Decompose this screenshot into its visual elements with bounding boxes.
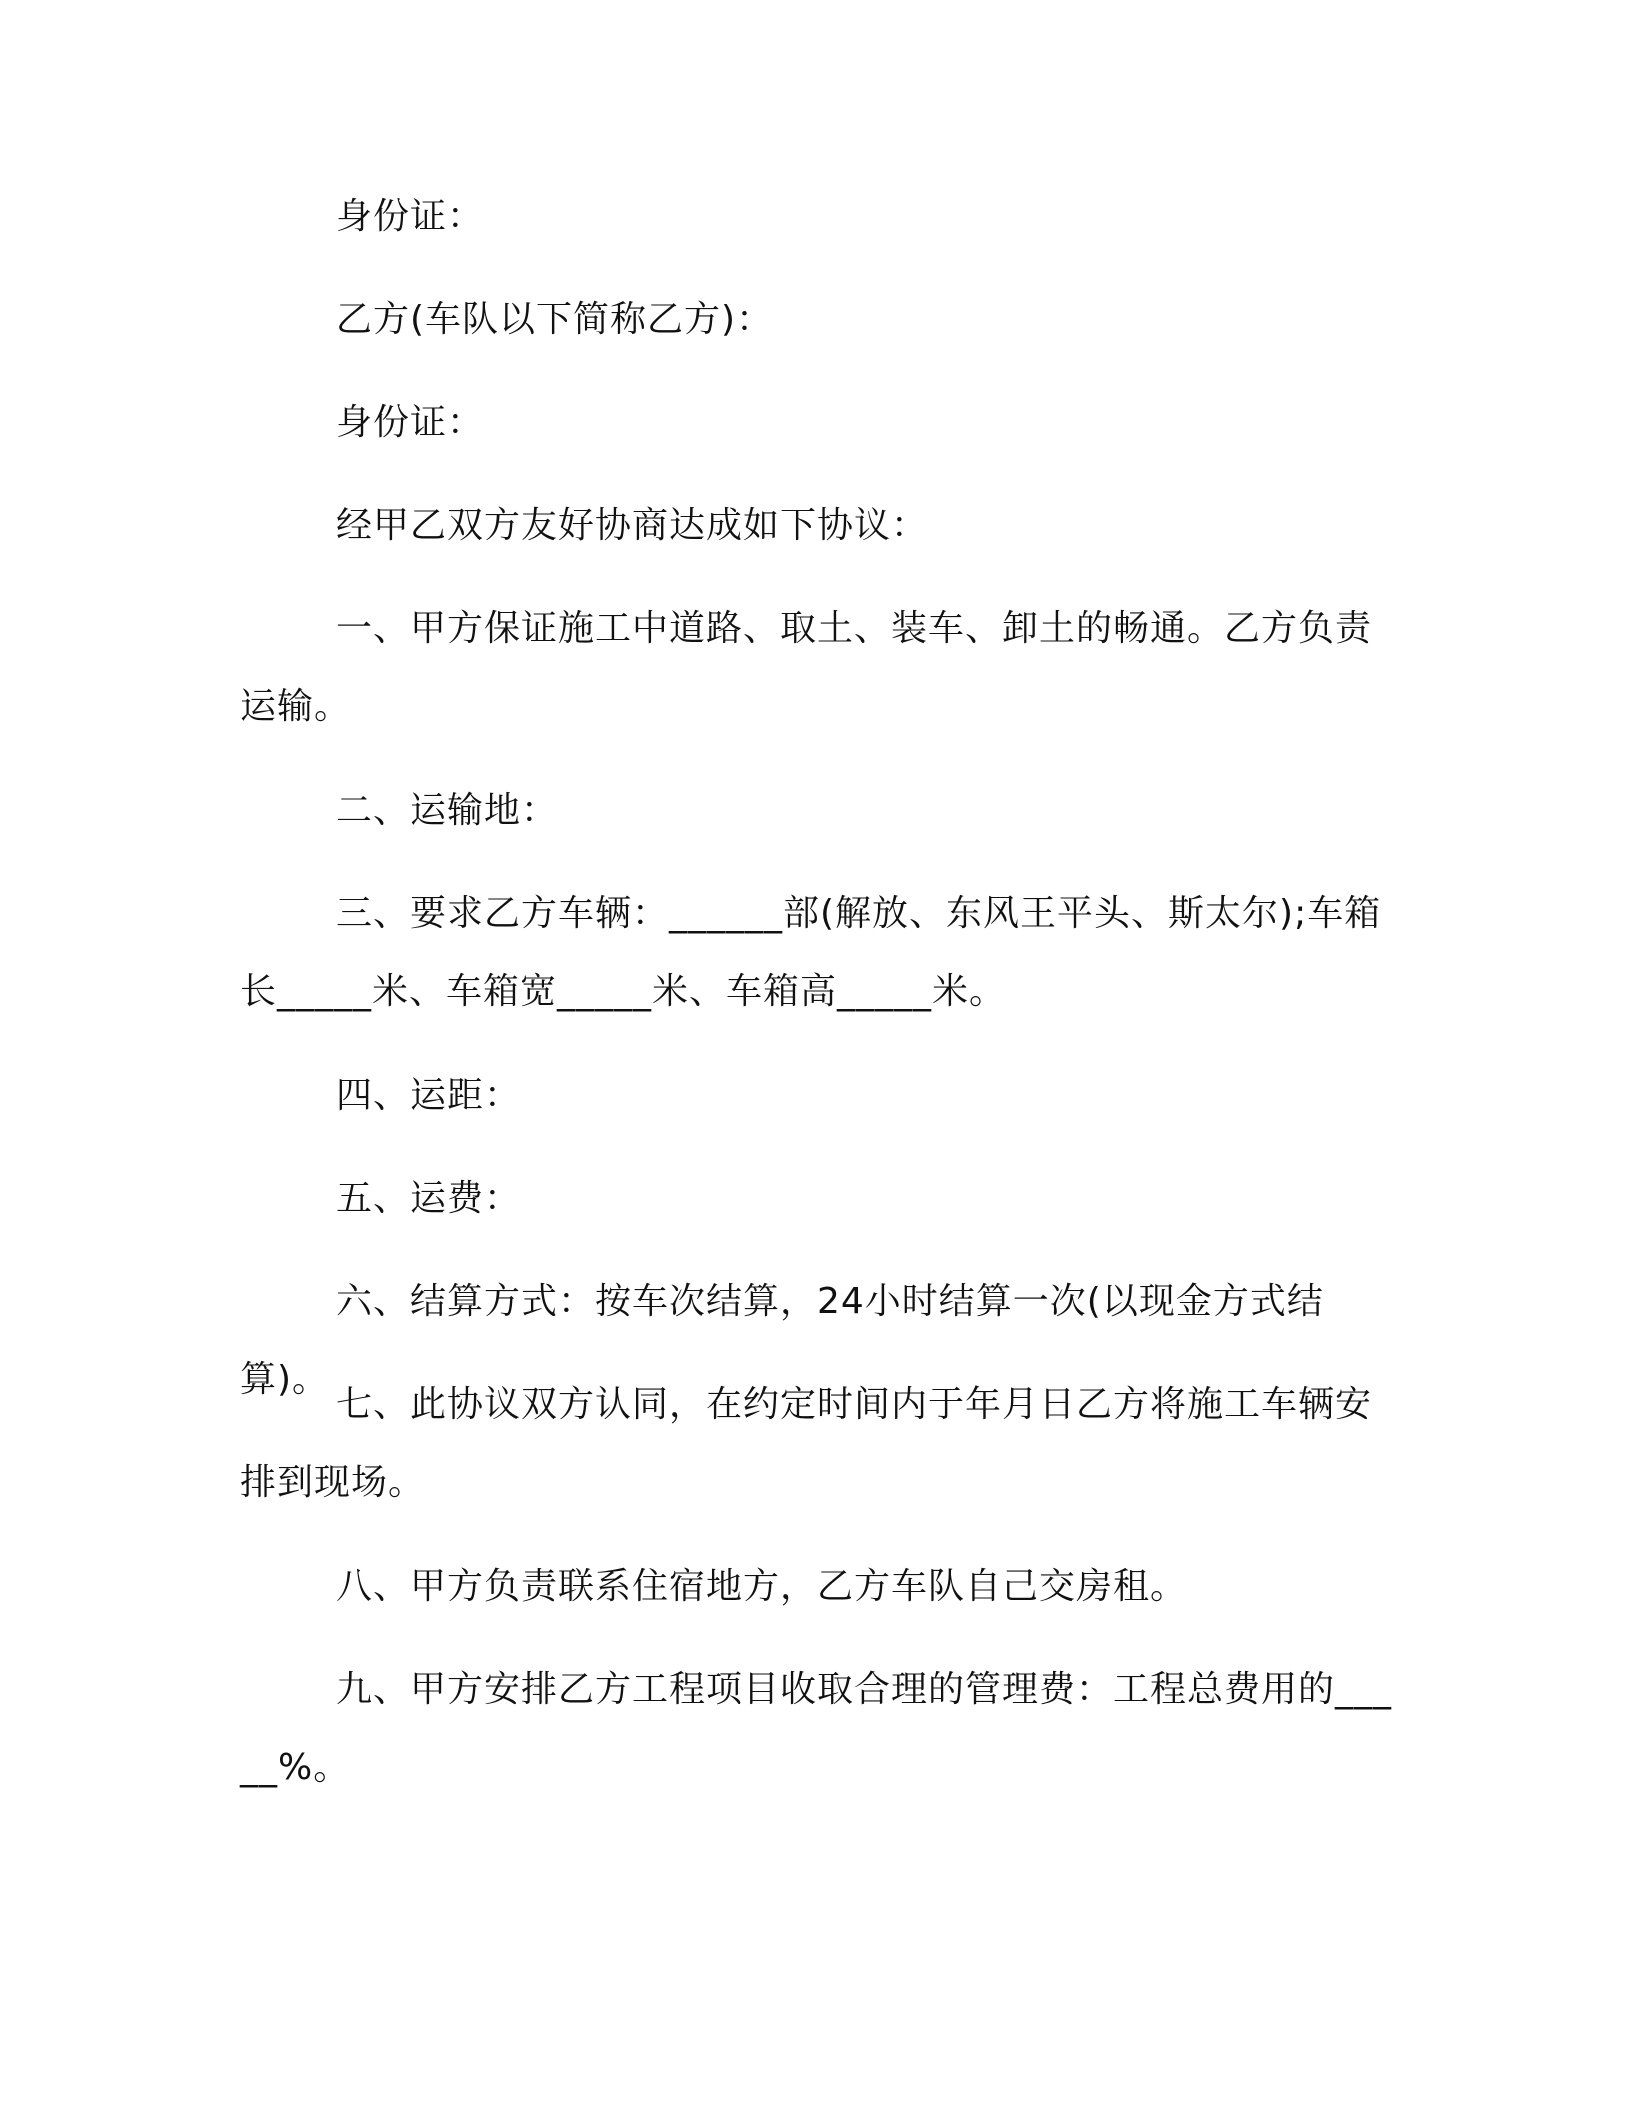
paragraph-party-b: 乙方(车队以下简称乙方)： bbox=[336, 299, 774, 340]
clause-5: 五、运费： bbox=[336, 1178, 522, 1219]
clause-3: 三、要求乙方车辆：______部(解放、东风王平头、斯太尔);车箱长_____米、车箱宽_____米、车箱高_____米。 bbox=[240, 893, 1382, 1012]
paragraph-agreement-intro: 经甲乙双方友好协商达成如下协议： bbox=[336, 505, 929, 546]
paragraph-id-card-1: 身份证： bbox=[336, 196, 485, 237]
clause-9: 九、甲方安排乙方工程项目收取合理的管理费：工程总费用的_____%。 bbox=[240, 1669, 1393, 1788]
clause-4: 四、运距： bbox=[336, 1075, 522, 1116]
clause-8: 八、甲方负责联系住宿地方，乙方车队自己交房租。 bbox=[336, 1566, 1188, 1607]
clause-7: 七、此协议双方认同，在约定时间内于年月日乙方将施工车辆安排到现场。 bbox=[240, 1384, 1373, 1503]
paragraph-id-card-2: 身份证： bbox=[336, 402, 485, 443]
clause-1: 一、甲方保证施工中道路、取土、装车、卸土的畅通。乙方负责运输。 bbox=[240, 608, 1373, 727]
clause-6: 六、结算方式：按车次结算，24小时结算一次(以现金方式结算)。 bbox=[240, 1281, 1324, 1400]
clause-2: 二、运输地： bbox=[336, 790, 559, 831]
